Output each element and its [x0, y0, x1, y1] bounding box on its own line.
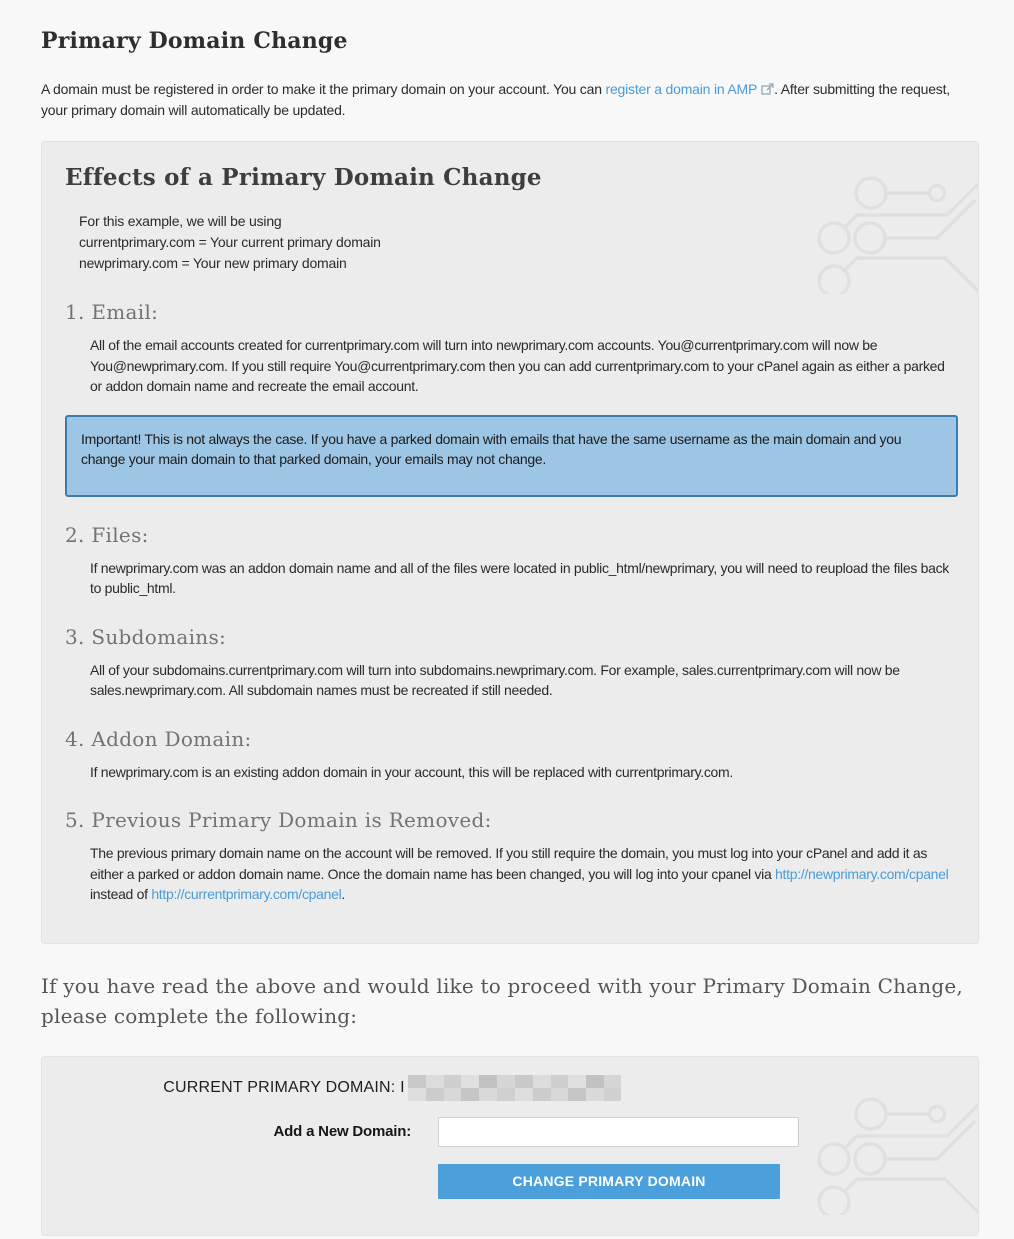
example-line: currentprimary.com = Your current primary domain [79, 234, 381, 250]
redacted-domain-value [408, 1075, 621, 1101]
important-note: Important! This is not always the case. If you have a parked domain with emails that have the same username as the main domain and you change your main domain to that parked domain, your emails may not change. [65, 415, 958, 497]
page-title: Primary Domain Change [41, 28, 348, 54]
section-previous-primary-removed [65, 808, 956, 905]
submit-row [438, 1164, 978, 1199]
register-domain-link[interactable]: register a domain in AMP [605, 81, 774, 97]
new-domain-row [42, 1117, 978, 1147]
section-body-email: All of the email accounts created for currentprimary.com will turn into newprimary.com accounts. You@currentprimary.com will now be You@newprimary.com. If you still require You@currentprimary.com then you can add currentprimary.com to your cPanel again as either a parked or addon domain name and recreate the email account. [90, 337, 945, 394]
section-number: 4. [65, 726, 85, 751]
new-domain-input[interactable] [438, 1117, 799, 1147]
removed-text-post: . [341, 886, 346, 902]
effects-panel-heading: Effects of a Primary Domain Change [65, 164, 542, 191]
example-block [79, 211, 956, 274]
change-primary-domain-button[interactable]: CHANGE PRIMARY DOMAIN [438, 1164, 780, 1199]
section-heading-files: Files: [91, 522, 149, 547]
proceed-instructions: If you have read the above and would like to proceed with your Primary Domain Change, please complete the following: [41, 973, 963, 1028]
section-heading-addon: Addon Domain: [91, 726, 252, 751]
current-domain-row [42, 1075, 742, 1101]
section-heading-subdomains: Subdomains: [91, 624, 227, 649]
section-body-addon: If newprimary.com is an existing addon domain in your account, this will be replaced with currentprimary.com. [90, 763, 733, 780]
section-heading-email: Email: [91, 300, 159, 324]
change-domain-form-panel [41, 1056, 979, 1236]
current-domain-label: CURRENT PRIMARY DOMAIN: I [163, 1078, 405, 1096]
section-files [65, 523, 956, 599]
section-subdomains [65, 625, 956, 701]
currentprimary-cpanel-link[interactable]: http://currentprimary.com/cpanel [151, 886, 342, 902]
intro-paragraph [41, 79, 963, 121]
external-link-icon [761, 83, 774, 95]
section-number: 1. [65, 300, 85, 324]
new-domain-label: Add a New Domain: [273, 1123, 411, 1140]
example-line: For this example, we will be using [79, 213, 282, 229]
section-addon-domain [65, 727, 956, 783]
example-line: newprimary.com = Your new primary domain [79, 255, 347, 271]
section-number: 2. [65, 522, 85, 547]
intro-text-post: . After submitting the request, your primary domain will automatically be updated. [41, 81, 950, 118]
intro-text-pre: A domain must be registered in order to make it the primary domain on your account. You can [41, 81, 606, 97]
section-heading-removed: Previous Primary Domain is Removed: [91, 808, 492, 832]
section-body-subdomains: All of your subdomains.currentprimary.com will turn into subdomains.newprimary.com. For example, sales.currentprimary.com will now be sales.newprimary.com. All subdomain names must be recreated if still needed. [90, 661, 900, 698]
removed-text-pre: The previous primary domain name on the account will be removed. If you still require the domain, you must log into your cPanel and add it as either a parked or addon domain name. Once the domain name has been changed, you will log into your cpanel via [90, 845, 928, 882]
section-number: 3. [65, 624, 85, 649]
section-body-files: If newprimary.com was an addon domain name and all of the files were located in public_html/newprimary, you will need to reupload the files back to public_html. [90, 559, 949, 596]
section-body-removed [90, 843, 958, 905]
effects-panel [41, 141, 979, 944]
section-number: 5. [65, 808, 85, 832]
newprimary-cpanel-link[interactable]: http://newprimary.com/cpanel [775, 865, 949, 882]
section-email [65, 300, 956, 497]
removed-text-mid: instead of [90, 886, 152, 902]
